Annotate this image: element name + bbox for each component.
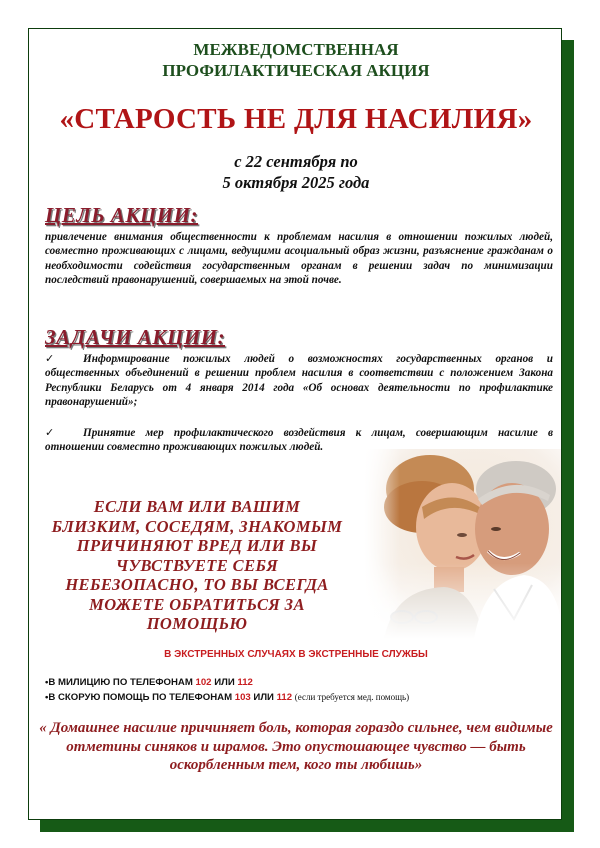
emergency-heading: В ЭКСТРЕННЫХ СЛУЧАЯХ В ЭКСТРЕННЫЕ СЛУЖБЫ	[164, 649, 428, 660]
ambulance-number-2: 112	[276, 692, 293, 703]
checkmark-icon: ✓	[45, 427, 55, 439]
emergency-phones	[45, 675, 555, 705]
call-to-action: ЕСЛИ ВАМ ИЛИ ВАШИМ БЛИЗКИМ, СОСЕДЯМ, ЗНАКОМЫМ ПРИЧИНЯЮТ ВРЕД ИЛИ ВЫ ЧУВСТВУЕТЕ СЕБЯ НЕБЕЗОПАСНО, ТО ВЫ ВСЕГДА МОЖЕТЕ ОБРАТИТЬСЯ ЗА ПОМОЩЬЮ	[51, 497, 343, 633]
elderly-couple-photo	[364, 449, 562, 639]
ambulance-number-1: 103	[234, 692, 251, 703]
police-phone-line: •В МИЛИЦИЮ ПО ТЕЛЕФОНАМ 102 ИЛИ 112	[45, 677, 253, 688]
dates-line-2: 5 октября 2025 года	[222, 173, 370, 192]
task-item-1	[45, 352, 553, 410]
goal-heading: ЦЕЛЬ АКЦИИ:	[45, 203, 199, 227]
police-number-1: 102	[195, 677, 212, 688]
poster-subtitle	[29, 39, 562, 81]
ambulance-phone-line: •В СКОРУЮ ПОМОЩЬ ПО ТЕЛЕФОНАМ 103 ИЛИ 112 (если требуется мед. помощь)	[45, 692, 410, 703]
campaign-dates	[29, 151, 562, 193]
subtitle-line-1: МЕЖВЕДОМСТВЕННАЯ	[193, 40, 399, 59]
poster	[28, 28, 562, 820]
ambulance-note: (если требуется мед. помощь)	[294, 692, 410, 702]
police-number-2: 112	[237, 677, 253, 688]
goal-text: привлечение внимания общественности к проблемам насилия в отношении пожилых людей, совместно проживающих с лицами, ведущими асоциальный образ жизни, разъяснение гражданам о необходимости содействия государственным органам в решении задач по минимизации последствий правонарушений, совершаемых на этой почве.	[45, 231, 553, 287]
checkmark-icon: ✓	[45, 353, 55, 365]
police-label: В МИЛИЦИЮ ПО ТЕЛЕФОНАМ	[48, 677, 193, 688]
task-item-1-text: Информирование пожилых людей о возможностях государственных органов и общественных объединений в решении проблем насилия в соответствии с положением Закона Республики Беларусь от 4 января 2014 года «Об основах деятельности по профилактике правонарушений»;	[45, 353, 553, 409]
subtitle-line-2: ПРОФИЛАКТИЧЕСКАЯ АКЦИЯ	[162, 61, 430, 80]
poster-title: «СТАРОСТЬ НЕ ДЛЯ НАСИЛИЯ»	[59, 103, 533, 135]
ambulance-label: В СКОРУЮ ПОМОЩЬ ПО ТЕЛЕФОНАМ	[48, 692, 233, 703]
dates-line-1: с 22 сентября по	[234, 152, 358, 171]
or-label: ИЛИ	[214, 677, 235, 688]
or-label: ИЛИ	[253, 692, 274, 703]
quote: « Домашнее насилие причиняет боль, которая гораздо сильнее, чем видимые отметины синяков и шрамов. Это опустошающее чувство — быть оскорбленным тем, кого ты любишь»	[39, 720, 553, 773]
task-item-2-text: Принятие мер профилактического воздействия к лицам, совершающим насилие в отношении совместно проживающих пожилых людей.	[45, 427, 553, 454]
tasks-heading: ЗАДАЧИ АКЦИИ:	[45, 325, 226, 349]
